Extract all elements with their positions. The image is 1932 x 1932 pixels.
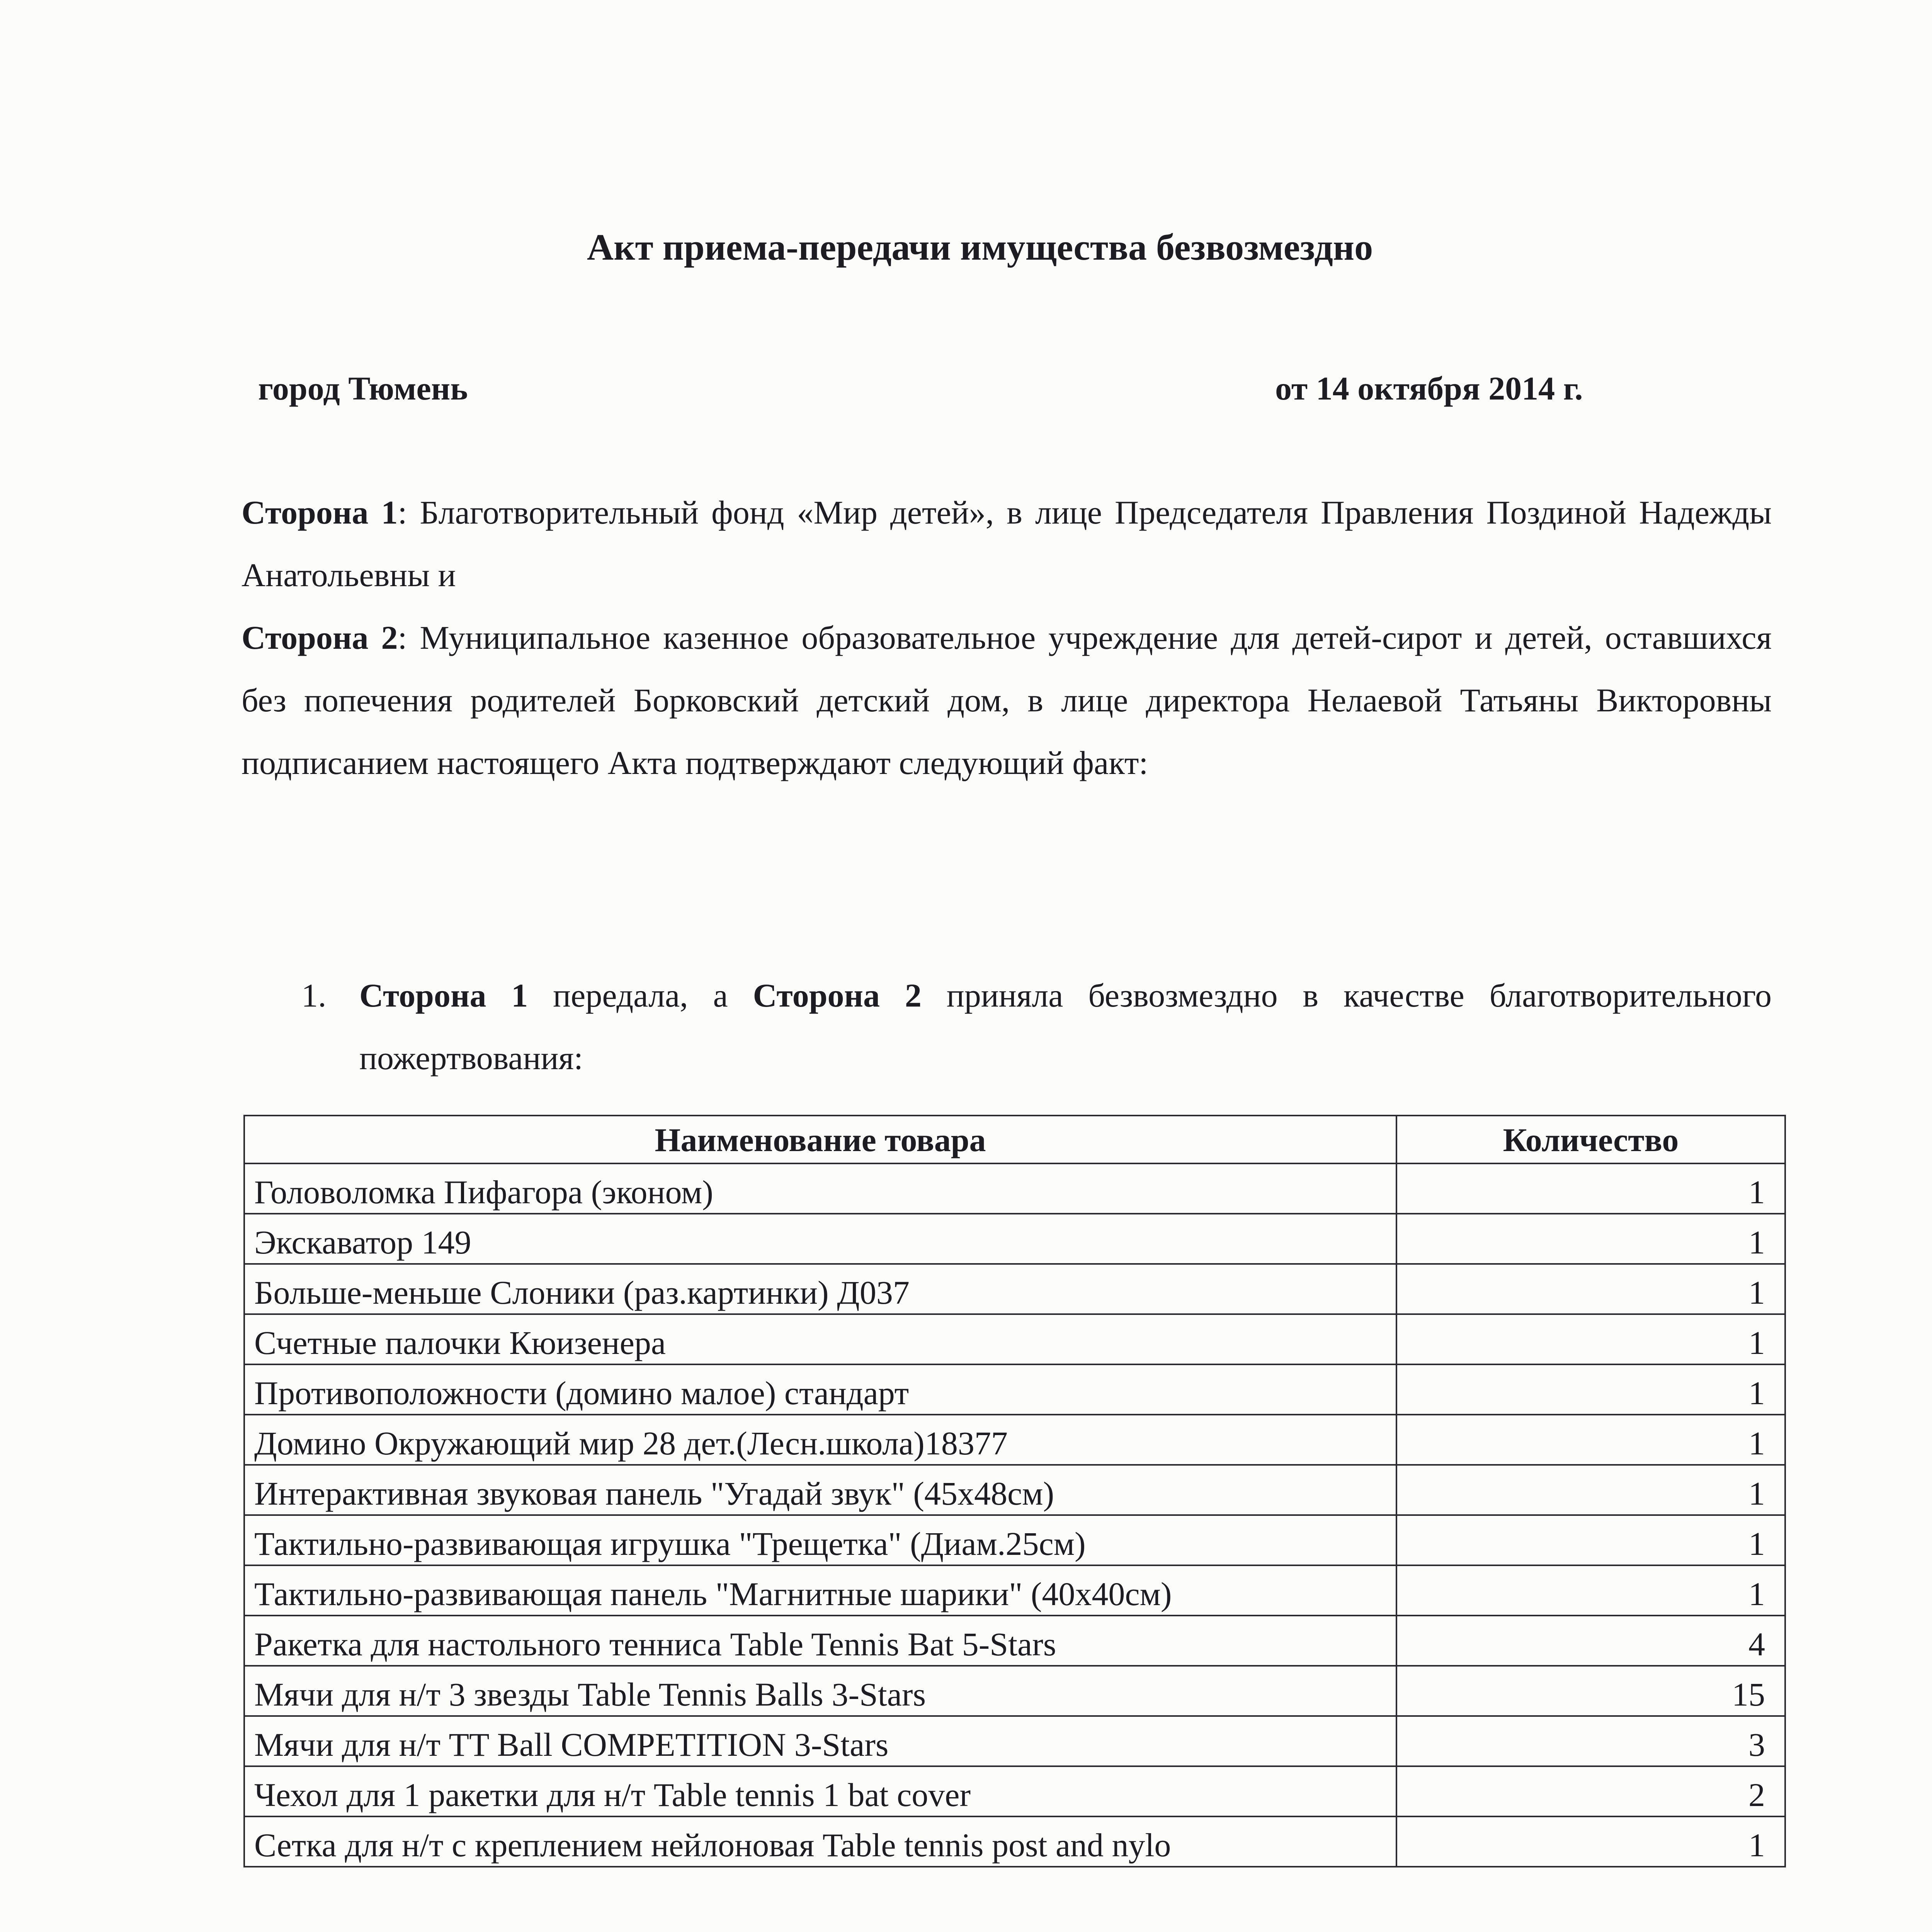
item-name-cell: Ракетка для настольного тенниса Table Tennis Bat 5-Stars: [244, 1616, 1396, 1666]
table-row: [244, 1314, 1785, 1364]
items-table-header-row: [244, 1116, 1785, 1163]
document-date: от 14 октября 2014 г.: [1275, 370, 1583, 407]
table-row: [244, 1766, 1785, 1816]
table-row: [244, 1515, 1785, 1565]
document-title: Акт приема-передачи имущества безвозмездно: [587, 226, 1373, 268]
item-quantity-cell: 1: [1396, 1163, 1785, 1214]
item-quantity-cell: 1: [1396, 1415, 1785, 1465]
table-row: [244, 1214, 1785, 1264]
item-name-cell: Головоломка Пифагора (эконом): [244, 1163, 1396, 1214]
item-name-cell: Мячи для н/т TT Ball COMPETITION 3-Stars: [244, 1716, 1396, 1766]
header-item-name: Наименование товара: [244, 1116, 1396, 1163]
item-quantity-cell: 2: [1396, 1766, 1785, 1816]
party2-paragraph: [242, 606, 1772, 794]
item-quantity-cell: 1: [1396, 1565, 1785, 1616]
clause-1-number: 1.: [301, 977, 327, 1014]
document-city: город Тюмень: [258, 370, 468, 407]
parties-section: [242, 481, 1772, 794]
party1-paragraph: [242, 481, 1772, 606]
items-table: [243, 1115, 1786, 1867]
item-quantity-cell: 1: [1396, 1816, 1785, 1867]
clause-1-verb: передала, а: [528, 977, 753, 1014]
table-row: [244, 1666, 1785, 1716]
item-name-cell: Интерактивная звуковая панель "Угадай звук" (45x48см): [244, 1465, 1396, 1515]
table-row: [244, 1415, 1785, 1465]
item-name-cell: Домино Окружающий мир 28 дет.(Лесн.школа)18377: [244, 1415, 1396, 1465]
item-name-cell: Больше-меньше Слоники (раз.картинки) Д037: [244, 1264, 1396, 1314]
clause-1-party2: Сторона 2: [753, 977, 922, 1014]
clause-1-party1: Сторона 1: [359, 977, 528, 1014]
table-row: [244, 1364, 1785, 1415]
item-name-cell: Тактильно-развивающая панель "Магнитные шарики" (40x40см): [244, 1565, 1396, 1616]
item-name-cell: Противоположности (домино малое) стандарт: [244, 1364, 1396, 1415]
table-row: [244, 1163, 1785, 1214]
item-name-cell: Мячи для н/т 3 звезды Table Tennis Balls 3-Stars: [244, 1666, 1396, 1716]
item-quantity-cell: 3: [1396, 1716, 1785, 1766]
clause-1-rest: приняла безвозмездно в качестве благотворительного пожертвования:: [359, 977, 1772, 1077]
item-name-cell: Чехол для 1 ракетки для н/т Table tennis 1 bat cover: [244, 1766, 1396, 1816]
item-quantity-cell: 1: [1396, 1515, 1785, 1565]
party1-text: : Благотворительный фонд «Мир детей», в лице Председателя Правления Поздиной Надежды Анатольевны и: [242, 494, 1772, 594]
item-name-cell: Экскаватор 149: [244, 1214, 1396, 1264]
party2-label: Сторона 2: [242, 619, 398, 656]
table-row: [244, 1264, 1785, 1314]
item-name-cell: Сетка для н/т с креплением нейлоновая Table tennis post and nylo: [244, 1816, 1396, 1867]
item-name-cell: Тактильно-развивающая игрушка "Трещетка" (Диам.25см): [244, 1515, 1396, 1565]
item-name-cell: Счетные палочки Кюизенера: [244, 1314, 1396, 1364]
item-quantity-cell: 15: [1396, 1666, 1785, 1716]
table-row: [244, 1616, 1785, 1666]
item-quantity-cell: 1: [1396, 1314, 1785, 1364]
table-row: [244, 1716, 1785, 1766]
table-row: [244, 1816, 1785, 1867]
item-quantity-cell: 1: [1396, 1364, 1785, 1415]
table-row: [244, 1565, 1785, 1616]
party1-label: Сторона 1: [242, 494, 398, 531]
clause-1: [301, 964, 1772, 1089]
item-quantity-cell: 1: [1396, 1465, 1785, 1515]
item-quantity-cell: 1: [1396, 1264, 1785, 1314]
header-quantity: Количество: [1396, 1116, 1785, 1163]
item-quantity-cell: 4: [1396, 1616, 1785, 1666]
clause-1-text: [359, 964, 1772, 1089]
table-row: [244, 1465, 1785, 1515]
party2-text: : Муниципальное казенное образовательное учреждение для детей-сирот и детей, оставшихся без попечения родителей Борковский детский дом, в лице директора Нелаевой Татьяны Викторовны подписанием настоящего Акта подтверждают следующий факт:: [242, 619, 1772, 781]
items-table-body: [244, 1163, 1785, 1867]
item-quantity-cell: 1: [1396, 1214, 1785, 1264]
